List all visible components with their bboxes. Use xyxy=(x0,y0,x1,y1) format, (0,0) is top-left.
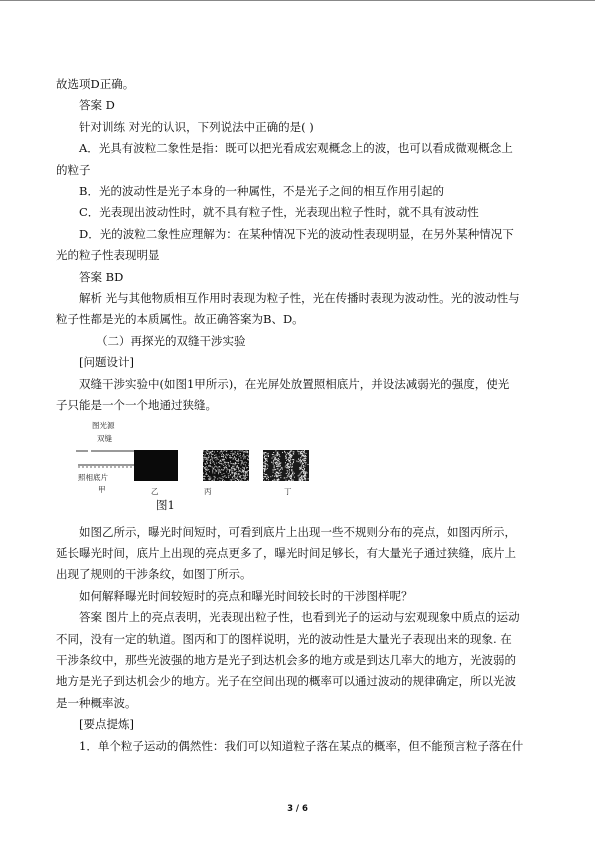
answer-line: 答案 D xyxy=(79,98,115,113)
figure-label-jia: 甲 xyxy=(98,484,106,494)
analysis-cont: 粒子性都是光的本质属性。故正确答案为B、D。 xyxy=(56,312,304,327)
text-line: 干涉条纹中，那些光波强的地方是光子到达机会多的地方或是到达几率大的地方，光波弱的 xyxy=(56,652,516,667)
page-number: 3 / 6 xyxy=(287,804,308,814)
film-fringes xyxy=(263,450,309,481)
document-body xyxy=(56,74,542,757)
text-line: 不同，没有一定的轨道。图丙和丁的图样说明，光的波动性是大量光子表现出来的现象. 在 xyxy=(56,631,512,646)
text-line: 地方是光子到达机会少的地方。光子在空间出现的概率可以通过波动的规律确定，所以光波 xyxy=(56,674,516,689)
header-rule xyxy=(0,0,595,1)
analysis-line: 解析 光与其他物质相互作用时表现为粒子性，光在传播时表现为波动性。光的波动性与 xyxy=(79,291,520,306)
film-more-dots xyxy=(203,450,249,481)
text-line: 是一种概率波。 xyxy=(56,695,137,710)
text-line: 出现了规则的干涉条纹，如图丁所示。 xyxy=(56,567,252,582)
option-a-cont: 的粒子 xyxy=(56,162,91,177)
exercise-question: 针对训练 对光的认识，下列说法中正确的是( ) xyxy=(79,119,314,134)
question-line: 如何解释曝光时间较短时的亮点和曝光时间较长时的干涉图样呢？ xyxy=(79,588,413,603)
subheading: [问题设计] xyxy=(79,355,134,370)
option-a: A．光具有波粒二象性是指：既可以把光看成宏观概念上的波，也可以看成微观概念上 xyxy=(79,141,513,156)
figure-1 xyxy=(56,417,542,522)
figure-label-ding: 丁 xyxy=(284,486,292,496)
figure-label-slit: 双缝 xyxy=(97,433,112,443)
figure-caption: 图1 xyxy=(156,497,175,512)
section-heading: （二）再探光的双缝干涉实验 xyxy=(96,333,246,348)
text-line: 双缝干涉实验中(如图1甲所示)，在光屏处放置照相底片，并设法减弱光的强度，使光 xyxy=(79,376,510,391)
film-few-dots xyxy=(134,450,178,481)
option-d-cont: 光的粒子性表现明显 xyxy=(56,248,160,263)
figure-label-source: 图光源 xyxy=(92,420,115,430)
option-d: D．光的波粒二象性应理解为：在某种情况下光的波动性表现明显，在另外某种情况下 xyxy=(79,226,514,241)
subheading: [要点提炼] xyxy=(79,717,134,732)
answer-line: 答案 BD xyxy=(79,269,124,284)
text-line: 子只能是一个一个地通过狭缝。 xyxy=(56,398,217,413)
figure-label-yi: 乙 xyxy=(151,486,159,496)
answer-line: 答案 图片上的亮点表明，光表现出粒子性，也看到光子的运动与宏观现象中质点的运动 xyxy=(79,610,520,625)
option-c: C．光表现出波动性时，就不具有粒子性，光表现出粒子性时，就不具有波动性 xyxy=(79,205,479,220)
apparatus-diagram xyxy=(76,443,138,473)
text-line: 1．单个粒子运动的偶然性：我们可以知道粒子落在某点的概率，但不能预言粒子落在什 xyxy=(79,738,524,753)
figure-label-film: 照相底片 xyxy=(78,472,108,482)
option-b: B．光的波动性是光子本身的一种属性，不是光子之间的相互作用引起的 xyxy=(79,184,444,199)
text-line: 故选项D正确。 xyxy=(56,77,135,91)
text-line: 如图乙所示，曝光时间短时，可看到底片上出现一些不规则分布的亮点，如图丙所示， xyxy=(79,524,516,539)
text-line: 延长曝光时间，底片上出现的亮点更多了，曝光时间足够长，有大量光子通过狭缝，底片上 xyxy=(56,545,516,560)
figure-label-bing: 丙 xyxy=(204,486,212,496)
